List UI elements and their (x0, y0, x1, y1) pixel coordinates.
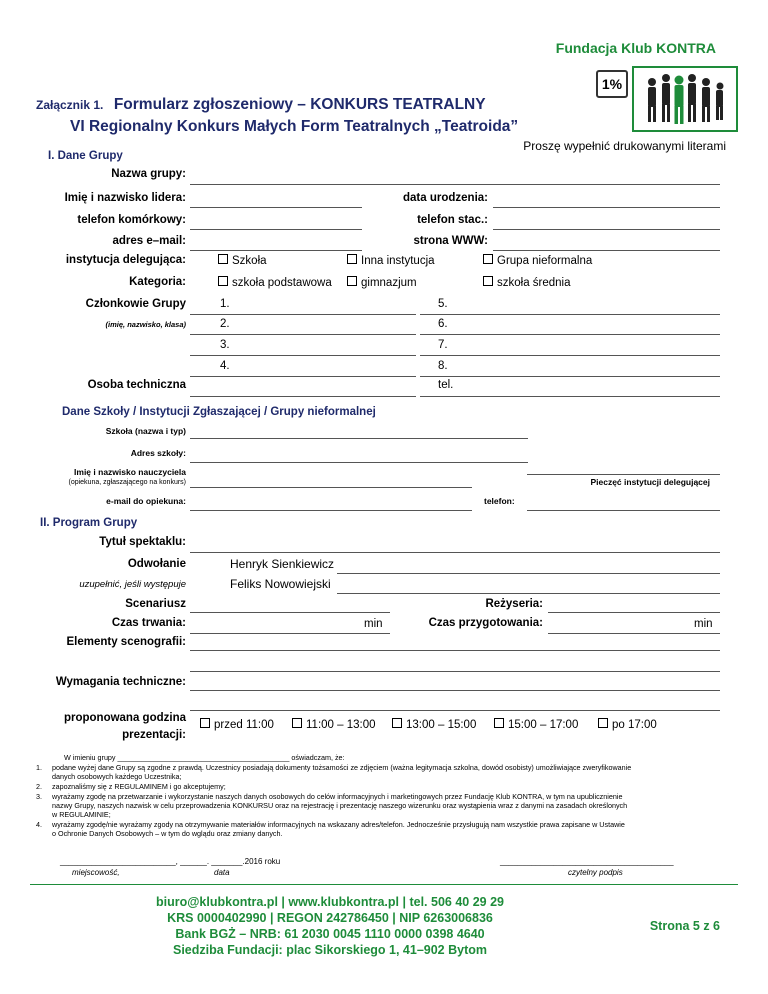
leader-label: Imię i nazwisko lidera: (64, 192, 186, 204)
footer-line-3: Bank BGŻ – NRB: 61 2030 0045 1110 0000 0398 4640 (175, 927, 485, 941)
member-5-number: 5. (438, 298, 448, 310)
checkbox-icon[interactable] (598, 718, 608, 728)
one-percent-badge: 1% (596, 70, 628, 98)
signature-label: czytelny podpis (568, 868, 623, 877)
member-1-number: 1. (220, 298, 230, 310)
school-name-label: Szkoła (nazwa i typ) (105, 426, 186, 436)
declaration-item-2-line-1: zapoznaliśmy się z REGULAMINEM i go akceptujemy; (52, 782, 226, 791)
inst-option-school[interactable]: Szkoła (218, 254, 267, 267)
people-icon (632, 66, 738, 132)
inst-option-other[interactable]: Inna instytucja (347, 254, 435, 267)
declaration-item-3-line-3: w REGULAMINIE; (52, 810, 111, 819)
member-5-field[interactable] (420, 314, 720, 315)
cat-option-middle[interactable]: gimnazjum (347, 276, 417, 289)
teacher-hint: (opiekuna, zgłaszającego na konkurs) (68, 479, 186, 486)
birth-date-field[interactable] (493, 207, 720, 208)
tech-req-field[interactable] (190, 690, 720, 691)
reference-hint: uzupełnić, jeśli występuje (79, 579, 186, 590)
declaration-item-4-num: 4. (36, 820, 42, 829)
set-elements-field[interactable] (190, 650, 720, 651)
member-2-field[interactable] (190, 334, 416, 335)
checkbox-icon[interactable] (218, 276, 228, 286)
presentation-label: prezentacji: (122, 729, 186, 741)
author-2-field[interactable] (337, 593, 720, 594)
email-field[interactable] (190, 250, 362, 251)
teacher-field[interactable] (190, 487, 472, 488)
hour-option-after-17[interactable]: po 17:00 (598, 718, 657, 731)
section-1-title: I. Dane Grupy (48, 150, 123, 162)
set-elements-field-2[interactable] (190, 671, 720, 672)
declaration-item-4-line-1: wyrażamy zgodę/nie wyrażamy zgody na otrzymywanie materiałów informacyjnych na wskazany adres/telefon. Jednocześnie przysługują nam wszystkie prawa zapisane w Ustawie (52, 820, 625, 829)
attachment-label: Załącznik 1. (36, 98, 104, 112)
footer-line-2: KRS 0000402990 | REGON 242786450 | NIP 6263006836 (167, 911, 493, 925)
member-1-field[interactable] (190, 314, 416, 315)
footer-line-1: biuro@klubkontra.pl | www.klubkontra.pl | tel. 506 40 29 29 (156, 895, 504, 909)
date-label: data (214, 868, 230, 877)
prep-time-field[interactable] (548, 633, 720, 634)
footer-contact (100, 894, 560, 958)
author-1-field[interactable] (337, 573, 720, 574)
technician-label: Osoba techniczna (87, 379, 186, 391)
leader-field[interactable] (190, 207, 362, 208)
birth-date-label: data urodzenia: (403, 192, 488, 204)
tech-req-label: Wymagania techniczne: (55, 676, 186, 688)
stamp-label: Pieczęć instytucji delegującej (590, 477, 710, 487)
play-title-label: Tytuł spektaklu: (99, 536, 186, 548)
declaration-item-1-line-2: danych osobowych każdego Uczestnika; (52, 772, 182, 781)
landline-field[interactable] (493, 229, 720, 230)
declaration-item-1-line-1: podane wyżej dane Grupy są zgodne z prawdą. Uczestnicy posiadają dokumenty tożsamości ze zdjęciem (ważna legitymacja szkolna, dowód osobisty) umożliwiające zweryfikowanie (52, 763, 632, 772)
section-2-title: II. Program Grupy (40, 517, 138, 529)
set-elements-label: Elementy scenografii: (66, 636, 186, 648)
members-hint: (imię, nazwisko, klasa) (105, 320, 186, 329)
hour-option-11-13[interactable]: 11:00 – 13:00 (292, 718, 376, 731)
school-address-field[interactable] (190, 462, 528, 463)
technician-tel-label: tel. (438, 379, 454, 391)
cat-option-primary[interactable]: szkoła podstawowa (218, 276, 332, 289)
declaration-item-2-num: 2. (36, 782, 42, 791)
guardian-email-field[interactable] (190, 510, 472, 511)
mobile-label: telefon komórkowy: (77, 214, 186, 226)
reference-label: Odwołanie (127, 558, 186, 570)
place-date-line[interactable]: __________________________, ______. _______.2016 roku (60, 857, 281, 866)
direction-label: Reżyseria: (485, 598, 543, 610)
declaration-item-3-line-2: nazwy Grupy, naszych nazwisk w celu przeprowadzenia KONKURSU oraz na rejestrację i prezentację naszego wizerunku oraz wystąpienia wraz z danymi na zasadach określonych (52, 801, 628, 810)
script-label: Scenariusz (125, 598, 186, 610)
checkbox-icon[interactable] (392, 718, 402, 728)
page-number: Strona 5 z 6 (649, 919, 720, 933)
school-address-label: Adres szkoły: (130, 448, 186, 458)
form-subtitle: VI Regionalny Konkurs Małych Form Teatralnych „Teatroida” (70, 118, 519, 135)
prep-time-label: Czas przygotowania: (428, 617, 543, 629)
duration-field[interactable] (190, 633, 390, 634)
school-name-field[interactable] (190, 438, 528, 439)
foundation-logo (592, 66, 740, 130)
author-2: Feliks Nowowiejski (230, 577, 331, 591)
checkbox-icon[interactable] (218, 254, 228, 264)
stamp-line (527, 474, 720, 475)
landline-label: telefon stac.: (417, 214, 488, 226)
checkbox-icon[interactable] (494, 718, 504, 728)
member-4-field[interactable] (190, 376, 416, 377)
member-6-field[interactable] (420, 334, 720, 335)
www-label: strona WWW: (413, 235, 488, 247)
declaration-item-3-num: 3. (36, 792, 42, 801)
hour-option-13-15[interactable]: 13:00 – 15:00 (392, 718, 476, 731)
institution-label: instytucja delegująca: (65, 254, 186, 266)
play-title-field[interactable] (190, 552, 720, 553)
declaration-intro: W imieniu grupy ___________________________________________ oświadczam, że: (64, 753, 345, 762)
member-4-number: 4. (220, 360, 230, 372)
org-name: Fundacja Klub KONTRA (555, 40, 716, 56)
signature-line[interactable]: _______________________________________ (500, 857, 674, 866)
member-7-number: 7. (438, 339, 448, 351)
form-title-line (36, 96, 486, 114)
hour-option-15-17[interactable]: 15:00 – 17:00 (494, 718, 578, 731)
group-name-field[interactable] (190, 184, 720, 185)
school-section-title: Dane Szkoły / Instytucji Zgłaszającej / Grupy nieformalnej (62, 406, 376, 418)
place-label: miejscowość, (72, 868, 120, 877)
member-6-number: 6. (438, 318, 448, 330)
category-label: Kategoria: (129, 276, 186, 288)
duration-min: min (364, 618, 383, 630)
duration-label: Czas trwania: (111, 617, 186, 629)
guardian-phone-label: telefon: (484, 496, 515, 506)
inst-option-informal[interactable]: Grupa nieformalna (483, 254, 592, 267)
form-title: Formularz zgłoszeniowy – KONKURS TEATRALNY (113, 96, 486, 113)
technician-tel-field[interactable] (420, 396, 720, 397)
checkbox-icon[interactable] (483, 276, 493, 286)
instruction-text: Proszę wypełnić drukowanymi literami (523, 139, 726, 153)
declaration-item-3-line-1: wyrażamy zgodę na przetwarzanie i wykorzystanie naszych danych osobowych do celów informacyjnych i marketingowych przez Fundację Klub KONTRA, w tym na upublicznienie (52, 792, 623, 801)
checkbox-icon[interactable] (292, 718, 302, 728)
teacher-label: Imię i nazwisko nauczyciela (74, 467, 186, 477)
members-label: Członkowie Grupy (85, 298, 186, 310)
footer-divider (30, 884, 738, 885)
footer-line-4: Siedziba Fundacji: plac Sikorskiego 1, 41–902 Bytom (172, 943, 487, 957)
guardian-phone-field[interactable] (527, 510, 720, 511)
tech-req-field-2[interactable] (190, 710, 720, 711)
proposed-hour-label: proponowana godzina (63, 712, 186, 724)
checkbox-icon[interactable] (347, 254, 357, 264)
group-name-label: Nazwa grupy: (111, 168, 186, 180)
technician-field[interactable] (190, 396, 416, 397)
member-7-field[interactable] (420, 355, 720, 356)
member-3-field[interactable] (190, 355, 416, 356)
checkbox-icon[interactable] (347, 276, 357, 286)
declaration-item-1-num: 1. (36, 763, 42, 772)
member-2-number: 2. (220, 318, 230, 330)
member-3-number: 3. (220, 339, 230, 351)
guardian-email-label: e-mail do opiekuna: (106, 496, 186, 506)
member-8-number: 8. (438, 360, 448, 372)
direction-field[interactable] (548, 612, 720, 613)
hour-option-before-11[interactable]: przed 11:00 (200, 718, 274, 731)
email-label: adres e–mail: (112, 235, 186, 247)
declaration-item-4-line-2: o Ochronie Danych Osobowych – w tym do wglądu oraz zmiany danych. (52, 829, 283, 838)
member-8-field[interactable] (420, 376, 720, 377)
checkbox-icon[interactable] (200, 718, 210, 728)
author-1: Henryk Sienkiewicz (230, 557, 335, 571)
www-field[interactable] (493, 250, 720, 251)
script-field[interactable] (190, 612, 390, 613)
checkbox-icon[interactable] (483, 254, 493, 264)
cat-option-high[interactable]: szkoła średnia (483, 276, 571, 289)
mobile-field[interactable] (190, 229, 362, 230)
prep-time-min: min (694, 618, 713, 630)
